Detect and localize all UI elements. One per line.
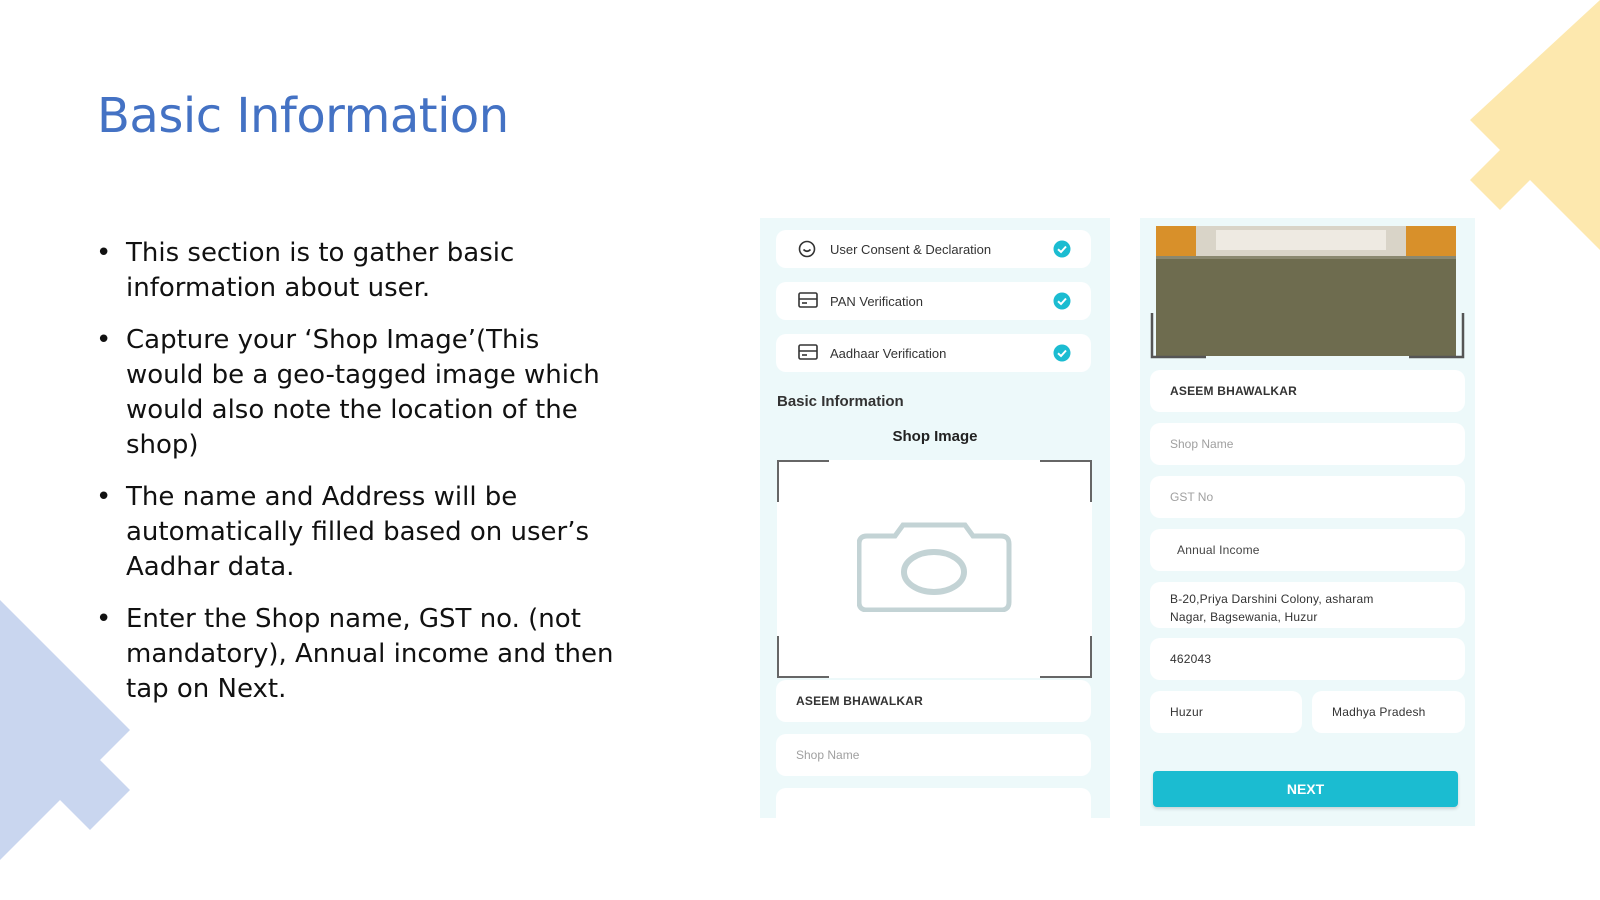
address-line: Nagar, Bagsewania, Huzur (1170, 610, 1318, 624)
bullet-list (96, 236, 616, 724)
step-label: User Consent & Declaration (830, 242, 992, 257)
city-field[interactable]: Huzur (1150, 691, 1302, 733)
gst-input[interactable]: GST No (1150, 476, 1465, 518)
photo-frame (1150, 313, 1465, 361)
bullet-item (96, 602, 616, 707)
check-circle-icon (1053, 292, 1071, 315)
gst-input-partial[interactable] (776, 788, 1091, 818)
shop-image-capture[interactable] (777, 460, 1092, 678)
bullet-text: The name and Address will be automatically filled based on user’s Aadhar data. (126, 482, 590, 582)
bullet-item (96, 480, 616, 585)
shop-image-label: Shop Image (892, 428, 978, 445)
check-circle-icon (1053, 344, 1071, 367)
next-button[interactable]: NEXT (1153, 771, 1458, 807)
bullet-item (96, 323, 616, 463)
id-card-icon (798, 344, 818, 365)
shop-name-input[interactable]: Shop Name (1150, 423, 1465, 465)
section-title: Basic Information (777, 393, 904, 410)
pincode-field[interactable]: 462043 (1150, 638, 1465, 680)
camera-icon (857, 522, 1012, 617)
step-label: PAN Verification (830, 294, 923, 309)
check-circle-icon (1053, 240, 1071, 263)
annual-income-select[interactable]: Annual Income (1150, 529, 1465, 571)
bullet-text: Enter the Shop name, GST no. (not mandatory), Annual income and then tap on Next. (126, 604, 614, 704)
bullet-dot-icon: • (96, 238, 112, 268)
address-line: B-20,Priya Darshini Colony, asharam (1170, 592, 1374, 606)
name-field[interactable]: ASEEM BHAWALKAR (1150, 370, 1465, 412)
step-aadhaar-verification[interactable] (776, 334, 1091, 372)
address-field[interactable] (1150, 582, 1465, 628)
frame-corner (1040, 460, 1092, 502)
app-screen-basic-info-filled (1140, 218, 1475, 826)
bullet-dot-icon: • (96, 482, 112, 512)
smiley-icon (798, 240, 816, 263)
frame-corner (1040, 636, 1092, 678)
step-label: Aadhaar Verification (830, 346, 947, 361)
bullet-item (96, 236, 616, 306)
frame-corner (777, 636, 829, 678)
bullet-text: This section is to gather basic information about user. (126, 238, 515, 303)
bullet-text: Capture your ‘Shop Image’(This would be a geo-tagged image which would also note the location of the shop) (126, 325, 600, 460)
step-user-consent[interactable] (776, 230, 1091, 268)
slide-title: Basic Information (97, 88, 509, 144)
deco-yellow-shape (1470, 0, 1600, 260)
id-card-icon (798, 292, 818, 313)
frame-corner (777, 460, 829, 502)
bullet-dot-icon: • (96, 325, 112, 355)
state-field[interactable]: Madhya Pradesh (1312, 691, 1465, 733)
shop-name-input[interactable]: Shop Name (776, 734, 1091, 776)
name-field[interactable]: ASEEM BHAWALKAR (776, 680, 1091, 722)
step-pan-verification[interactable] (776, 282, 1091, 320)
app-screen-basic-info (760, 218, 1110, 818)
bullet-dot-icon: • (96, 604, 112, 634)
